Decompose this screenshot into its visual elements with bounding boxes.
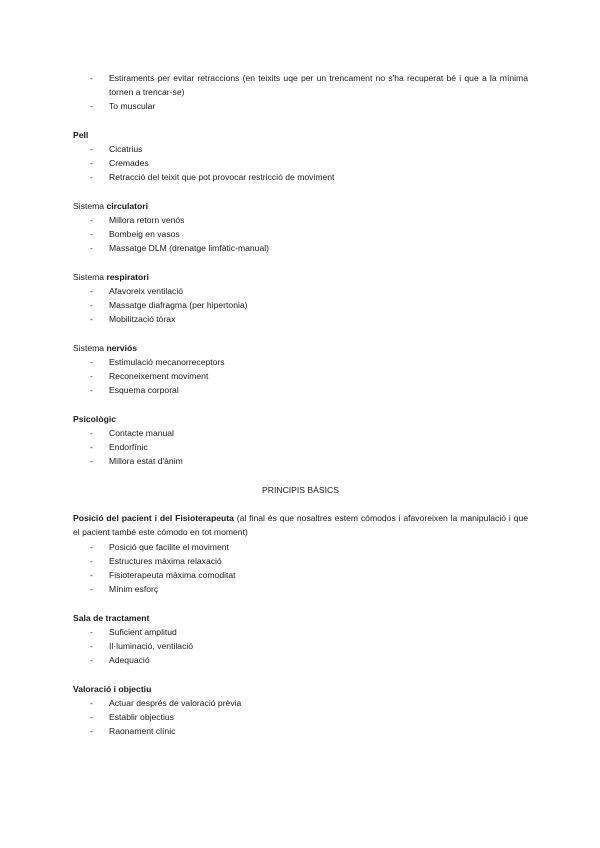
list-item: - Estimulació mecanorreceptors	[73, 355, 528, 369]
list-item: - Afavoreix ventilació	[73, 284, 528, 298]
list-item: - Retracció del teixit que pot provocar restricció de moviment	[73, 170, 528, 184]
list-item: - Cicatrius	[73, 142, 528, 156]
section-heading-psicologic: Psicològic	[73, 413, 116, 424]
list-item: - Estiraments per evitar retraccions (en teixits uqe per un trencament no s'ha recuperat bé i que a la mínima tornen a trencar-se)	[73, 71, 528, 99]
list-item: - Bombeig en vasos	[73, 227, 528, 241]
valoracio-list	[73, 696, 528, 739]
list-item: - Actuar després de valoració prèvia	[73, 696, 528, 710]
sala-list	[73, 625, 528, 668]
list-item: - Cremades	[73, 156, 528, 170]
list-item: - Adequació	[73, 653, 528, 667]
section-heading-respiratori: Sistema respiratori	[73, 271, 149, 282]
list-item: - Estructures màxima relaxació	[73, 554, 528, 568]
list-item: - Posició que facilite el moviment	[73, 540, 528, 554]
principis-title: PRINCIPIS BÀSICS	[262, 484, 339, 495]
section-heading-pell: Pell	[73, 129, 89, 140]
list-item: - Millora estat d'ànim	[73, 454, 528, 468]
section-heading-sala: Sala de tractament	[73, 612, 150, 623]
list-item: - Mobilització tòrax	[73, 312, 528, 326]
list-item: - Massatge DLM (drenatge limfàtic-manual)	[73, 241, 528, 255]
posicio-list	[73, 540, 528, 597]
list-item: - Fisioterapeuta màxima comoditat	[73, 568, 528, 582]
section-heading-posicio: Posició del pacient i del Fisioterapeuta (al final és que nosaltres estem cómodos i afavoreixen la manipulació i que el pacient també este cómodo en tot moment)	[73, 513, 528, 538]
nervios-list	[73, 355, 528, 398]
list-item: - Mínim esforç	[73, 582, 528, 596]
intro-list	[73, 71, 528, 114]
list-item: - Endorfínic	[73, 440, 528, 454]
list-item: - Millora retorn venós	[73, 213, 528, 227]
list-item: - Contacte manual	[73, 426, 528, 440]
psicologic-list	[73, 426, 528, 469]
list-item: - Raonament clínic	[73, 724, 528, 738]
list-item: - Reconeixement moviment	[73, 369, 528, 383]
section-heading-nervios: Sistema nerviós	[73, 342, 138, 353]
list-item: - Suficient amplitud	[73, 625, 528, 639]
list-item: - Massatge diafragma (per hipertonia)	[73, 298, 528, 312]
respiratori-list	[73, 284, 528, 327]
pell-list	[73, 142, 528, 185]
circulatori-list	[73, 213, 528, 256]
list-item: - To muscular	[73, 99, 528, 113]
list-item: - Il·luminació, ventilació	[73, 639, 528, 653]
list-item: - Esquema corporal	[73, 383, 528, 397]
list-item: - Establir objectius	[73, 710, 528, 724]
section-heading-valoracio: Valoració i objectiu	[73, 683, 152, 694]
document-content	[73, 71, 528, 738]
section-heading-circulatori: Sistema circulatori	[73, 200, 148, 211]
